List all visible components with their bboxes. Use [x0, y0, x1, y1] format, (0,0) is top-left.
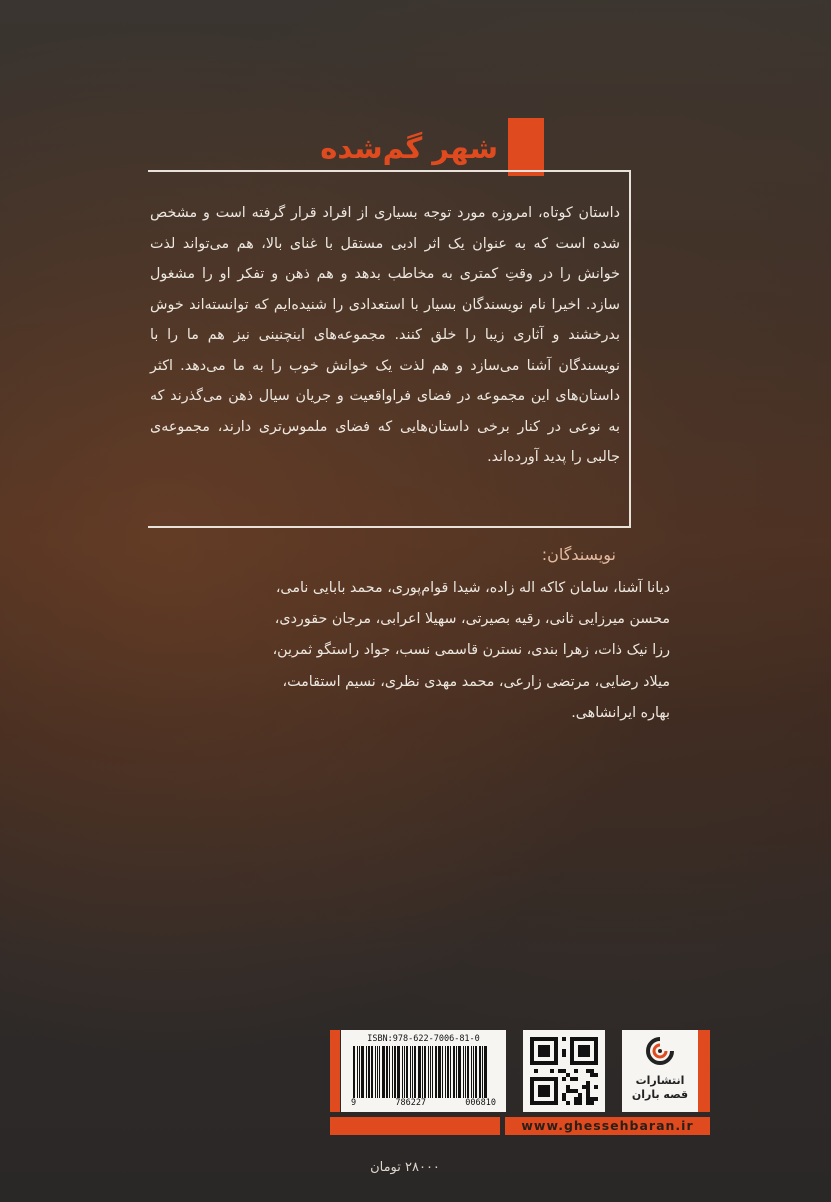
qr-code-icon [523, 1030, 605, 1112]
decor-bar-right [698, 1030, 710, 1112]
barcode-bar [430, 1046, 431, 1098]
qr-module [570, 1089, 574, 1093]
qr-module [562, 1077, 566, 1081]
qr-module [570, 1077, 574, 1081]
qr-module [562, 1053, 566, 1057]
qr-module [562, 1069, 566, 1073]
qr-module [566, 1101, 570, 1105]
qr-module [574, 1097, 578, 1101]
qr-module [562, 1037, 566, 1041]
qr-module [586, 1097, 590, 1101]
barcode-bar [432, 1046, 433, 1098]
qr-module [574, 1089, 578, 1093]
barcode-bar [382, 1046, 385, 1098]
barcode-bar [366, 1046, 367, 1098]
authors-line: بهاره ایرانشاهی. [571, 704, 670, 721]
barcode-bar [471, 1046, 472, 1098]
qr-module [574, 1069, 578, 1073]
qr-finder [538, 1045, 550, 1057]
isbn-text: ISBN:978-622-7006-81-0 [367, 1034, 480, 1044]
qr-module [586, 1069, 590, 1073]
barcode-bar [428, 1046, 429, 1098]
isbn-barcode [341, 1030, 506, 1112]
barcode-bar [359, 1046, 360, 1098]
publisher-name: انتشارات [635, 1074, 685, 1087]
authors-heading: نویسندگان: [541, 545, 616, 564]
barcode-bar [447, 1046, 449, 1098]
qr-module [534, 1069, 538, 1073]
barcode-bar [397, 1046, 400, 1098]
qr-finder [538, 1085, 550, 1097]
book-title: شهر گم‌شده [320, 131, 498, 165]
qr-module [590, 1069, 594, 1073]
barcode-bar [392, 1046, 393, 1098]
barcode-bar [467, 1046, 469, 1098]
qr-module [574, 1101, 578, 1105]
decor-bar-left [330, 1030, 340, 1112]
qr-module [590, 1073, 594, 1077]
barcode-bar [442, 1046, 443, 1098]
barcode-bar [484, 1046, 487, 1098]
book-description: داستان کوتاه، امروزه مورد توجه بسیاری از افراد قرار گرفته است و مشخص شده است که به عنوان یک اثر ادبی مستقل با غنای بالا، هم می‌تواند لذت خوانش را در وقتِ کمتری به مخاطب بدهد و هم ذهن و تفکر او را مشغول سازد. اخیرا نام نویسندگان بسیار با استعدادی را شنیده‌ایم که توانسته‌اند خوش بدرخشند و آثاری زیبا را خلق کنند. مجموعه‌های اینچنینی نیز هم ما را با نویسندگان آشنا می‌سازد و هم لذت یک خوانش خوب را به ما می‌دهد. اکثر داستان‌های این مجموعه در فضای فراواقعیت و جریان سیال ذهن می‌گذرند که به نوعی در کنار برخی داستان‌هایی که فضای ملموس‌تری دارند، مجموعه‌ی جالبی را پدید آورده‌اند. [150, 205, 620, 465]
barcode-bar [418, 1046, 421, 1098]
barcode-bar [412, 1046, 413, 1098]
barcode-bar [353, 1046, 355, 1098]
barcode-bar [463, 1046, 464, 1098]
price-label: ۲۸۰۰۰ تومان [370, 1160, 440, 1175]
barcode-bar [375, 1046, 376, 1098]
barcode-bar [445, 1046, 446, 1098]
barcode-bar [479, 1046, 481, 1098]
title-accent-block [508, 118, 544, 176]
qr-module [590, 1101, 594, 1105]
barcode-bar [371, 1046, 373, 1098]
qr-module [574, 1077, 578, 1081]
qr-module [566, 1073, 570, 1077]
barcode-bar [406, 1046, 408, 1098]
qr-module [578, 1093, 582, 1097]
barcode-bar [379, 1046, 380, 1098]
authors-line: رزا نیک ذات، زهرا بندی، نسترن قاسمی نسب، جواد راستگو ثمرین، [272, 642, 670, 659]
publisher-name-sub: قصه باران [631, 1088, 689, 1101]
qr-finder [578, 1045, 590, 1057]
qr-module [558, 1069, 562, 1073]
qr-code-graphic [530, 1037, 598, 1105]
barcode-digit-right: 006810 [465, 1098, 496, 1108]
qr-module [562, 1049, 566, 1053]
qr-module [586, 1101, 590, 1105]
publisher-logo-icon [645, 1036, 675, 1066]
barcode-digits [347, 1098, 500, 1108]
barcode-bar [435, 1046, 437, 1098]
publisher-badge [622, 1030, 698, 1112]
authors-line: دیانا آشنا، سامان کاکه اله زاده، شیدا قوام‌پوری، محمد بابایی نامی، [275, 580, 670, 596]
authors-list [150, 573, 670, 729]
barcode-bar [386, 1046, 388, 1098]
barcode-bar [389, 1046, 390, 1098]
barcode-bar [357, 1046, 358, 1098]
barcode-bars [353, 1046, 500, 1098]
barcode-bar [402, 1046, 403, 1098]
qr-module [590, 1097, 594, 1101]
decor-url-bar [330, 1117, 500, 1135]
qr-module [594, 1085, 598, 1089]
barcode-bar [422, 1046, 423, 1098]
qr-module [566, 1085, 570, 1089]
barcode-bar [424, 1046, 426, 1098]
qr-module [562, 1097, 566, 1101]
barcode-bar [414, 1046, 416, 1098]
qr-module [566, 1089, 570, 1093]
qr-module [586, 1085, 590, 1089]
qr-module [586, 1081, 590, 1085]
qr-module [594, 1073, 598, 1077]
authors-line: میلاد رضایی، مرتضی زارعی، محمد مهدی نظری، نسیم استقامت، [282, 673, 670, 690]
qr-module [586, 1093, 590, 1097]
barcode-bar [482, 1046, 483, 1098]
barcode-digit-left: 9 [351, 1098, 357, 1108]
barcode-bar [475, 1046, 477, 1098]
barcode-bar [394, 1046, 396, 1098]
qr-module [594, 1097, 598, 1101]
barcode-bar [404, 1046, 405, 1098]
barcode-digit-mid: 786227 [395, 1098, 427, 1108]
qr-module [586, 1089, 590, 1093]
barcode-bar [361, 1046, 364, 1098]
authors-line: محسن میرزایی ثانی، رقیه بصیرتی، سهیلا اعرابی، مرجان حقوردی، [274, 611, 670, 628]
barcode-bar [450, 1046, 451, 1098]
qr-module [550, 1069, 554, 1073]
qr-module [562, 1093, 566, 1097]
qr-module [578, 1101, 582, 1105]
barcode-bar [473, 1046, 474, 1098]
barcode-bar [465, 1046, 466, 1098]
qr-module [582, 1085, 586, 1089]
barcode-bar [410, 1046, 411, 1098]
barcode-bar [377, 1046, 378, 1098]
barcode-bar [453, 1046, 455, 1098]
barcode-bar [438, 1046, 441, 1098]
qr-module [578, 1097, 582, 1101]
barcode-bar [368, 1046, 370, 1098]
barcode-bar [456, 1046, 457, 1098]
barcode-bar [458, 1046, 461, 1098]
publisher-website[interactable]: www.ghessehbaran.ir [505, 1117, 710, 1135]
